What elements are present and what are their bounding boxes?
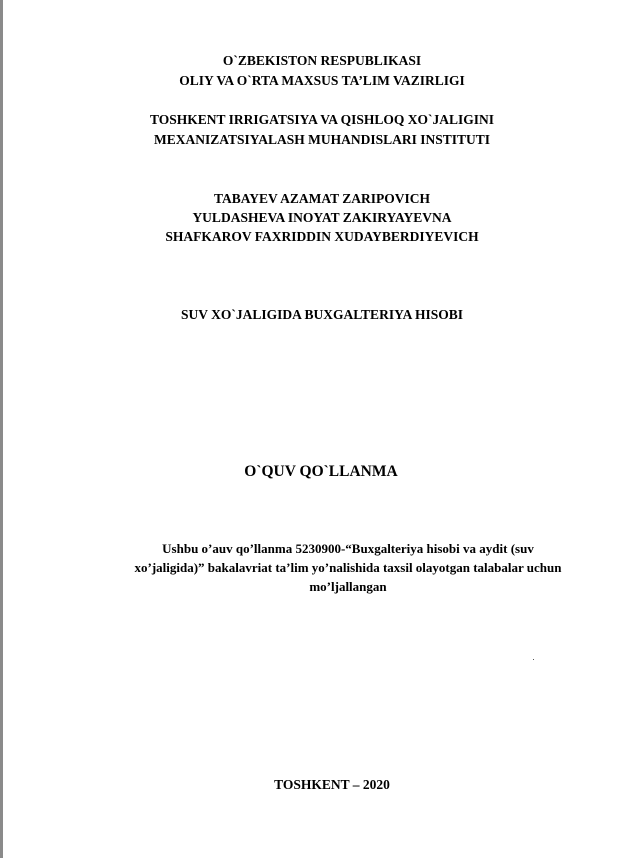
- author-name: SHAFKAROV FAXRIDDIN XUDAYBERDIYEVICH: [165, 229, 479, 244]
- institute-heading-line2: MEXANIZATSIYALASH MUHANDISLARI INSTITUTI: [153, 132, 491, 147]
- place-year: TOSHKENT – 2020: [274, 777, 390, 792]
- document-type: O`QUV QO`LLANMA: [244, 463, 398, 480]
- institute-heading-line1: TOSHKENT IRRIGATSIYA VA QISHLOQ XO`JALIGINI: [149, 112, 495, 127]
- purpose-line: mo’ljallangan: [309, 579, 387, 594]
- book-title: SUV XO`JALIGIDA BUXGALTERIYA HISOBI: [181, 307, 463, 322]
- purpose-line: Ushbu o’auv qo’llanma 5230900-“Buxgalteriya hisobi va aydit (suv: [162, 541, 534, 556]
- author-name: YULDASHEVA INOYAT ZAKIRYAYEVNA: [192, 210, 452, 225]
- author-name: TABAYEV AZAMAT ZARIPOVICH: [213, 191, 431, 206]
- republic-heading: O`ZBEKISTON RESPUBLIKASI: [222, 53, 422, 68]
- purpose-line: xo’jaligida)” bakalavriat ta’lim yo’nalishida taxsil olayotgan talabalar uchun: [134, 560, 562, 575]
- purpose-statement: [100, 539, 596, 596]
- ministry-heading: OLIY VA O`RTA MAXSUS TA’LIM VAZIRLIGI: [179, 73, 465, 88]
- stray-dot: [533, 659, 534, 660]
